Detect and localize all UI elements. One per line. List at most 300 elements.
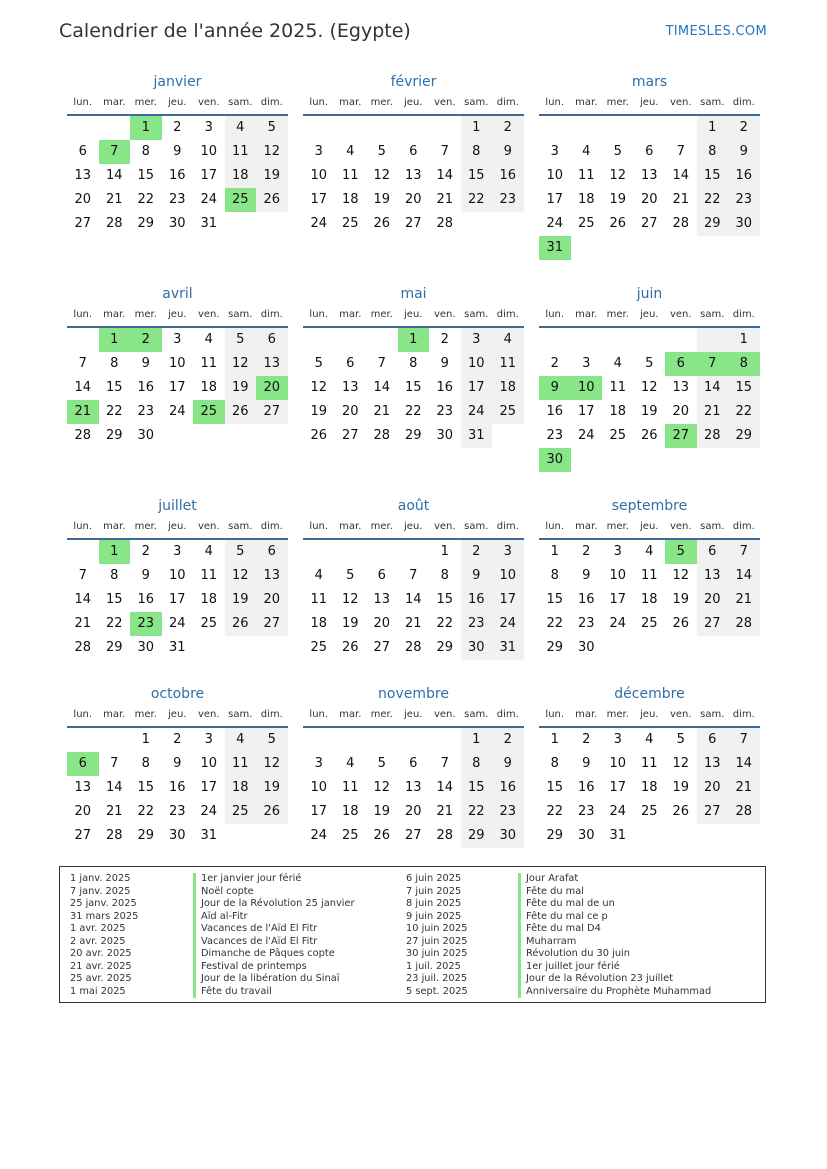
holiday-day[interactable]: 1 <box>130 116 162 140</box>
day-cell[interactable]: 17 <box>546 192 564 207</box>
day-cell[interactable]: 17 <box>200 168 218 183</box>
day-cell[interactable]: 17 <box>609 592 627 607</box>
day-cell[interactable]: 7 <box>440 756 449 771</box>
holiday-day[interactable]: 30 <box>539 448 571 472</box>
day-cell[interactable]: 23 <box>492 188 524 212</box>
day-cell[interactable]: 31 <box>200 828 218 843</box>
day-cell[interactable]: 10 <box>168 568 186 583</box>
day-cell[interactable]: 30 <box>577 828 595 843</box>
day-cell[interactable]: 26 <box>672 804 690 819</box>
day-cell[interactable]: 13 <box>341 380 359 395</box>
day-cell[interactable]: 23 <box>168 192 186 207</box>
holiday-day[interactable]: 10 <box>571 376 603 400</box>
day-cell[interactable]: 24 <box>577 428 595 443</box>
day-cell[interactable]: 15 <box>404 380 422 395</box>
day-cell[interactable]: 15 <box>137 168 155 183</box>
day-cell[interactable]: 27 <box>256 400 288 424</box>
day-cell[interactable]: 14 <box>74 380 92 395</box>
day-cell[interactable]: 18 <box>225 776 257 800</box>
day-cell[interactable]: 4 <box>613 356 622 371</box>
day-cell[interactable]: 1 <box>440 544 449 559</box>
day-cell[interactable]: 8 <box>550 568 559 583</box>
day-cell[interactable]: 31 <box>609 828 627 843</box>
day-cell[interactable]: 12 <box>640 380 658 395</box>
day-cell[interactable]: 4 <box>204 544 213 559</box>
day-cell[interactable]: 5 <box>377 756 386 771</box>
day-cell[interactable]: 30 <box>168 216 186 231</box>
day-cell[interactable]: 20 <box>404 192 422 207</box>
day-cell[interactable]: 22 <box>137 192 155 207</box>
day-cell[interactable]: 6 <box>645 144 654 159</box>
day-cell[interactable]: 28 <box>105 216 123 231</box>
day-cell[interactable]: 5 <box>377 144 386 159</box>
day-cell[interactable]: 9 <box>461 564 493 588</box>
day-cell[interactable]: 18 <box>492 376 524 400</box>
day-cell[interactable]: 9 <box>173 144 182 159</box>
day-cell[interactable]: 3 <box>314 756 323 771</box>
day-cell[interactable]: 2 <box>173 120 182 135</box>
day-cell[interactable]: 19 <box>672 780 690 795</box>
day-cell[interactable]: 12 <box>256 140 288 164</box>
day-cell[interactable]: 29 <box>436 640 454 655</box>
day-cell[interactable]: 15 <box>697 164 729 188</box>
day-cell[interactable]: 12 <box>672 568 690 583</box>
day-cell[interactable]: 20 <box>373 616 391 631</box>
day-cell[interactable]: 24 <box>461 400 493 424</box>
day-cell[interactable]: 11 <box>609 380 627 395</box>
day-cell[interactable]: 27 <box>404 216 422 231</box>
day-cell[interactable]: 2 <box>492 116 524 140</box>
day-cell[interactable]: 4 <box>582 144 591 159</box>
day-cell[interactable]: 9 <box>728 140 760 164</box>
day-cell[interactable]: 27 <box>256 612 288 636</box>
day-cell[interactable]: 23 <box>577 804 595 819</box>
day-cell[interactable]: 25 <box>225 800 257 824</box>
day-cell[interactable]: 21 <box>728 776 760 800</box>
day-cell[interactable]: 16 <box>728 164 760 188</box>
day-cell[interactable]: 5 <box>225 328 257 352</box>
day-cell[interactable]: 25 <box>640 616 658 631</box>
day-cell[interactable]: 8 <box>461 752 493 776</box>
holiday-day[interactable]: 1 <box>99 328 131 352</box>
day-cell[interactable]: 28 <box>404 640 422 655</box>
day-cell[interactable]: 19 <box>225 376 257 400</box>
day-cell[interactable]: 17 <box>492 588 524 612</box>
day-cell[interactable]: 1 <box>141 732 150 747</box>
day-cell[interactable]: 5 <box>346 568 355 583</box>
day-cell[interactable]: 3 <box>173 332 182 347</box>
holiday-day[interactable]: 23 <box>130 612 162 636</box>
day-cell[interactable]: 28 <box>728 612 760 636</box>
day-cell[interactable]: 6 <box>256 328 288 352</box>
day-cell[interactable]: 20 <box>256 588 288 612</box>
holiday-day[interactable]: 27 <box>665 424 697 448</box>
day-cell[interactable]: 12 <box>609 168 627 183</box>
day-cell[interactable]: 11 <box>640 756 658 771</box>
day-cell[interactable]: 9 <box>141 568 150 583</box>
holiday-day[interactable]: 21 <box>67 400 99 424</box>
day-cell[interactable]: 16 <box>492 776 524 800</box>
day-cell[interactable]: 13 <box>74 168 92 183</box>
day-cell[interactable]: 3 <box>492 540 524 564</box>
day-cell[interactable]: 6 <box>346 356 355 371</box>
day-cell[interactable]: 6 <box>409 756 418 771</box>
day-cell[interactable]: 25 <box>492 400 524 424</box>
day-cell[interactable]: 15 <box>105 592 123 607</box>
day-cell[interactable]: 11 <box>225 752 257 776</box>
day-cell[interactable]: 21 <box>74 616 92 631</box>
day-cell[interactable]: 10 <box>200 756 218 771</box>
day-cell[interactable]: 22 <box>461 800 493 824</box>
day-cell[interactable]: 18 <box>200 592 218 607</box>
day-cell[interactable]: 26 <box>373 216 391 231</box>
day-cell[interactable]: 18 <box>225 164 257 188</box>
day-cell[interactable]: 31 <box>492 636 524 660</box>
day-cell[interactable]: 2 <box>492 728 524 752</box>
day-cell[interactable]: 15 <box>436 592 454 607</box>
day-cell[interactable]: 5 <box>676 732 685 747</box>
day-cell[interactable]: 15 <box>461 776 493 800</box>
day-cell[interactable]: 19 <box>341 616 359 631</box>
day-cell[interactable]: 20 <box>341 404 359 419</box>
day-cell[interactable]: 12 <box>373 780 391 795</box>
day-cell[interactable]: 14 <box>404 592 422 607</box>
day-cell[interactable]: 13 <box>404 168 422 183</box>
day-cell[interactable]: 28 <box>728 800 760 824</box>
day-cell[interactable]: 8 <box>440 568 449 583</box>
holiday-day[interactable]: 7 <box>99 140 131 164</box>
day-cell[interactable]: 3 <box>461 328 493 352</box>
day-cell[interactable]: 28 <box>105 828 123 843</box>
day-cell[interactable]: 13 <box>672 380 690 395</box>
day-cell[interactable]: 21 <box>404 616 422 631</box>
day-cell[interactable]: 23 <box>492 800 524 824</box>
day-cell[interactable]: 6 <box>697 540 729 564</box>
day-cell[interactable]: 7 <box>728 540 760 564</box>
day-cell[interactable]: 20 <box>697 776 729 800</box>
day-cell[interactable]: 14 <box>436 780 454 795</box>
day-cell[interactable]: 17 <box>168 380 186 395</box>
day-cell[interactable]: 29 <box>105 640 123 655</box>
day-cell[interactable]: 4 <box>204 332 213 347</box>
day-cell[interactable]: 27 <box>640 216 658 231</box>
day-cell[interactable]: 13 <box>697 564 729 588</box>
day-cell[interactable]: 26 <box>609 216 627 231</box>
day-cell[interactable]: 23 <box>168 804 186 819</box>
day-cell[interactable]: 15 <box>546 592 564 607</box>
day-cell[interactable]: 10 <box>168 356 186 371</box>
day-cell[interactable]: 19 <box>640 404 658 419</box>
day-cell[interactable]: 11 <box>200 356 218 371</box>
holiday-day[interactable]: 8 <box>728 352 760 376</box>
day-cell[interactable]: 15 <box>105 380 123 395</box>
day-cell[interactable]: 18 <box>310 616 328 631</box>
day-cell[interactable]: 5 <box>256 116 288 140</box>
day-cell[interactable]: 13 <box>74 780 92 795</box>
day-cell[interactable]: 1 <box>697 116 729 140</box>
day-cell[interactable]: 18 <box>640 780 658 795</box>
day-cell[interactable]: 4 <box>314 568 323 583</box>
day-cell[interactable]: 13 <box>640 168 658 183</box>
day-cell[interactable]: 24 <box>492 612 524 636</box>
day-cell[interactable]: 3 <box>582 356 591 371</box>
day-cell[interactable]: 9 <box>173 756 182 771</box>
day-cell[interactable]: 11 <box>577 168 595 183</box>
day-cell[interactable]: 12 <box>256 752 288 776</box>
day-cell[interactable]: 7 <box>409 568 418 583</box>
day-cell[interactable]: 18 <box>609 404 627 419</box>
day-cell[interactable]: 1 <box>461 116 493 140</box>
day-cell[interactable]: 14 <box>373 380 391 395</box>
day-cell[interactable]: 9 <box>141 356 150 371</box>
day-cell[interactable]: 21 <box>697 400 729 424</box>
day-cell[interactable]: 18 <box>640 592 658 607</box>
day-cell[interactable]: 15 <box>546 780 564 795</box>
holiday-day[interactable]: 5 <box>665 540 697 564</box>
day-cell[interactable]: 8 <box>141 756 150 771</box>
day-cell[interactable]: 14 <box>74 592 92 607</box>
day-cell[interactable]: 19 <box>373 804 391 819</box>
day-cell[interactable]: 12 <box>672 756 690 771</box>
day-cell[interactable]: 22 <box>546 616 564 631</box>
day-cell[interactable]: 2 <box>550 356 559 371</box>
day-cell[interactable]: 26 <box>640 428 658 443</box>
day-cell[interactable]: 25 <box>341 828 359 843</box>
day-cell[interactable]: 12 <box>225 564 257 588</box>
day-cell[interactable]: 29 <box>546 640 564 655</box>
day-cell[interactable]: 23 <box>461 612 493 636</box>
day-cell[interactable]: 22 <box>105 616 123 631</box>
day-cell[interactable]: 7 <box>78 568 87 583</box>
holiday-day[interactable]: 1 <box>99 540 131 564</box>
day-cell[interactable]: 19 <box>310 404 328 419</box>
day-cell[interactable]: 16 <box>137 592 155 607</box>
day-cell[interactable]: 30 <box>728 212 760 236</box>
day-cell[interactable]: 20 <box>640 192 658 207</box>
day-cell[interactable]: 29 <box>404 428 422 443</box>
day-cell[interactable]: 20 <box>697 588 729 612</box>
day-cell[interactable]: 21 <box>105 804 123 819</box>
day-cell[interactable]: 26 <box>225 612 257 636</box>
day-cell[interactable]: 10 <box>609 568 627 583</box>
day-cell[interactable]: 24 <box>546 216 564 231</box>
day-cell[interactable]: 20 <box>672 404 690 419</box>
day-cell[interactable]: 4 <box>645 544 654 559</box>
day-cell[interactable]: 11 <box>225 140 257 164</box>
day-cell[interactable]: 14 <box>728 752 760 776</box>
day-cell[interactable]: 10 <box>461 352 493 376</box>
day-cell[interactable]: 24 <box>609 616 627 631</box>
day-cell[interactable]: 25 <box>640 804 658 819</box>
day-cell[interactable]: 12 <box>373 168 391 183</box>
day-cell[interactable]: 5 <box>645 356 654 371</box>
day-cell[interactable]: 27 <box>373 640 391 655</box>
day-cell[interactable]: 7 <box>78 356 87 371</box>
day-cell[interactable]: 2 <box>728 116 760 140</box>
day-cell[interactable]: 17 <box>609 780 627 795</box>
holiday-day[interactable]: 20 <box>256 376 288 400</box>
day-cell[interactable]: 19 <box>373 192 391 207</box>
day-cell[interactable]: 1 <box>550 544 559 559</box>
holiday-day[interactable]: 25 <box>193 400 225 424</box>
day-cell[interactable]: 21 <box>373 404 391 419</box>
day-cell[interactable]: 29 <box>697 212 729 236</box>
day-cell[interactable]: 28 <box>373 428 391 443</box>
day-cell[interactable]: 25 <box>341 216 359 231</box>
day-cell[interactable]: 19 <box>225 588 257 612</box>
day-cell[interactable]: 28 <box>74 640 92 655</box>
day-cell[interactable]: 31 <box>168 640 186 655</box>
day-cell[interactable]: 30 <box>492 824 524 848</box>
day-cell[interactable]: 22 <box>436 616 454 631</box>
day-cell[interactable]: 18 <box>341 804 359 819</box>
day-cell[interactable]: 31 <box>461 424 493 448</box>
day-cell[interactable]: 16 <box>137 380 155 395</box>
day-cell[interactable]: 28 <box>436 828 454 843</box>
day-cell[interactable]: 22 <box>728 400 760 424</box>
day-cell[interactable]: 2 <box>582 544 591 559</box>
day-cell[interactable]: 21 <box>728 588 760 612</box>
day-cell[interactable]: 16 <box>436 380 454 395</box>
day-cell[interactable]: 17 <box>461 376 493 400</box>
day-cell[interactable]: 22 <box>404 404 422 419</box>
day-cell[interactable]: 21 <box>672 192 690 207</box>
day-cell[interactable]: 15 <box>728 376 760 400</box>
day-cell[interactable]: 29 <box>728 424 760 448</box>
day-cell[interactable]: 27 <box>74 216 92 231</box>
day-cell[interactable]: 24 <box>200 192 218 207</box>
day-cell[interactable]: 10 <box>310 168 328 183</box>
day-cell[interactable]: 22 <box>137 804 155 819</box>
day-cell[interactable]: 19 <box>256 776 288 800</box>
day-cell[interactable]: 30 <box>436 428 454 443</box>
day-cell[interactable]: 10 <box>609 756 627 771</box>
day-cell[interactable]: 16 <box>546 404 564 419</box>
day-cell[interactable]: 20 <box>74 192 92 207</box>
day-cell[interactable]: 9 <box>582 756 591 771</box>
day-cell[interactable]: 10 <box>310 780 328 795</box>
day-cell[interactable]: 16 <box>577 780 595 795</box>
day-cell[interactable]: 30 <box>137 640 155 655</box>
day-cell[interactable]: 19 <box>609 192 627 207</box>
day-cell[interactable]: 9 <box>492 140 524 164</box>
day-cell[interactable]: 4 <box>225 116 257 140</box>
day-cell[interactable]: 2 <box>440 332 449 347</box>
day-cell[interactable]: 3 <box>613 544 622 559</box>
holiday-day[interactable]: 1 <box>398 328 430 352</box>
day-cell[interactable]: 26 <box>310 428 328 443</box>
day-cell[interactable]: 24 <box>609 804 627 819</box>
holiday-day[interactable]: 6 <box>67 752 99 776</box>
day-cell[interactable]: 26 <box>225 400 257 424</box>
day-cell[interactable]: 28 <box>74 428 92 443</box>
day-cell[interactable]: 24 <box>310 216 328 231</box>
day-cell[interactable]: 28 <box>436 216 454 231</box>
day-cell[interactable]: 16 <box>461 588 493 612</box>
day-cell[interactable]: 12 <box>225 352 257 376</box>
day-cell[interactable]: 19 <box>672 592 690 607</box>
day-cell[interactable]: 5 <box>613 144 622 159</box>
day-cell[interactable]: 5 <box>314 356 323 371</box>
day-cell[interactable]: 23 <box>546 428 564 443</box>
day-cell[interactable]: 26 <box>256 188 288 212</box>
day-cell[interactable]: 7 <box>110 756 119 771</box>
day-cell[interactable]: 4 <box>346 144 355 159</box>
day-cell[interactable]: 22 <box>105 404 123 419</box>
day-cell[interactable]: 29 <box>546 828 564 843</box>
day-cell[interactable]: 24 <box>200 804 218 819</box>
day-cell[interactable]: 12 <box>341 592 359 607</box>
day-cell[interactable]: 13 <box>256 564 288 588</box>
day-cell[interactable]: 10 <box>200 144 218 159</box>
day-cell[interactable]: 23 <box>728 188 760 212</box>
holiday-day[interactable]: 2 <box>130 328 162 352</box>
day-cell[interactable]: 17 <box>310 804 328 819</box>
day-cell[interactable]: 30 <box>461 636 493 660</box>
day-cell[interactable]: 2 <box>173 732 182 747</box>
day-cell[interactable]: 30 <box>577 640 595 655</box>
day-cell[interactable]: 4 <box>492 328 524 352</box>
day-cell[interactable]: 28 <box>672 216 690 231</box>
day-cell[interactable]: 1 <box>728 328 760 352</box>
holiday-day[interactable]: 6 <box>665 352 697 376</box>
day-cell[interactable]: 25 <box>200 616 218 631</box>
day-cell[interactable]: 25 <box>609 428 627 443</box>
day-cell[interactable]: 5 <box>225 540 257 564</box>
day-cell[interactable]: 14 <box>697 376 729 400</box>
holiday-day[interactable]: 7 <box>697 352 729 376</box>
holiday-day[interactable]: 9 <box>539 376 571 400</box>
day-cell[interactable]: 19 <box>256 164 288 188</box>
day-cell[interactable]: 7 <box>377 356 386 371</box>
day-cell[interactable]: 3 <box>314 144 323 159</box>
day-cell[interactable]: 29 <box>137 216 155 231</box>
day-cell[interactable]: 8 <box>110 356 119 371</box>
day-cell[interactable]: 31 <box>200 216 218 231</box>
day-cell[interactable]: 20 <box>74 804 92 819</box>
day-cell[interactable]: 21 <box>436 804 454 819</box>
day-cell[interactable]: 23 <box>436 404 454 419</box>
day-cell[interactable]: 6 <box>377 568 386 583</box>
day-cell[interactable]: 18 <box>200 380 218 395</box>
day-cell[interactable]: 13 <box>256 352 288 376</box>
day-cell[interactable]: 11 <box>200 568 218 583</box>
day-cell[interactable]: 26 <box>373 828 391 843</box>
day-cell[interactable]: 30 <box>137 428 155 443</box>
day-cell[interactable]: 20 <box>404 804 422 819</box>
day-cell[interactable]: 15 <box>137 780 155 795</box>
day-cell[interactable]: 17 <box>200 780 218 795</box>
day-cell[interactable]: 8 <box>409 356 418 371</box>
day-cell[interactable]: 6 <box>78 144 87 159</box>
brand-link[interactable]: TIMESLES.COM <box>665 24 767 39</box>
day-cell[interactable]: 7 <box>440 144 449 159</box>
day-cell[interactable]: 13 <box>404 780 422 795</box>
day-cell[interactable]: 8 <box>110 568 119 583</box>
day-cell[interactable]: 2 <box>141 544 150 559</box>
day-cell[interactable]: 15 <box>461 164 493 188</box>
day-cell[interactable]: 17 <box>168 592 186 607</box>
day-cell[interactable]: 23 <box>137 404 155 419</box>
day-cell[interactable]: 27 <box>697 612 729 636</box>
day-cell[interactable]: 12 <box>310 380 328 395</box>
day-cell[interactable]: 4 <box>346 756 355 771</box>
day-cell[interactable]: 28 <box>697 424 729 448</box>
day-cell[interactable]: 6 <box>697 728 729 752</box>
day-cell[interactable]: 18 <box>341 192 359 207</box>
day-cell[interactable]: 18 <box>577 192 595 207</box>
day-cell[interactable]: 22 <box>546 804 564 819</box>
